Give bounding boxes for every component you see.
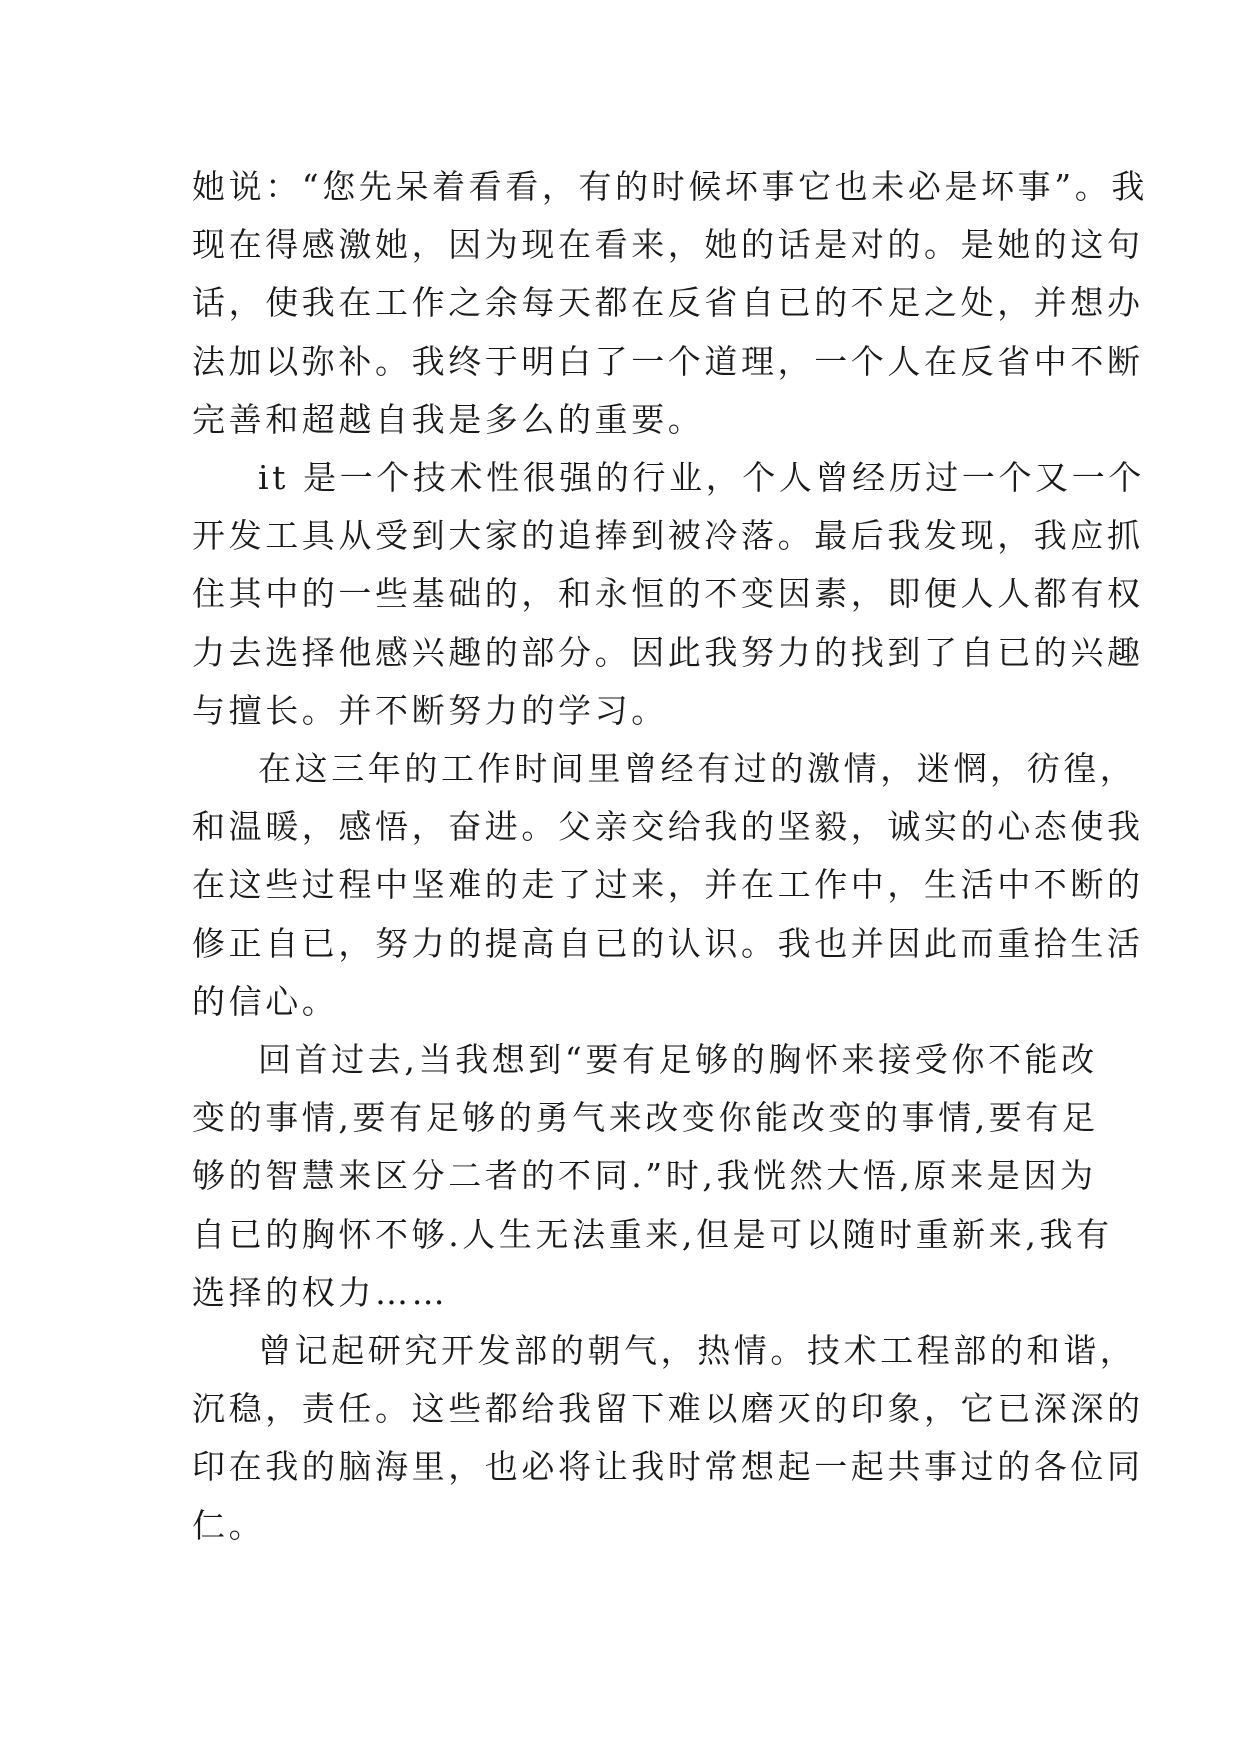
- text-line: 够的智慧来区分二者的不同.”时,我恍然大悟,原来是因为: [192, 1156, 1097, 1196]
- text-line: 在这些过程中坚难的走了过来，并在工作中，生活中不断的: [192, 865, 1144, 905]
- text-line: 的信心。: [192, 981, 339, 1021]
- text-line: 现在得感激她，因为现在看来，她的话是对的。是她的这句: [192, 225, 1144, 265]
- document-body: [192, 158, 1148, 1555]
- text-line: it 是一个技术性很强的行业，个人曾经历过一个又一个: [258, 458, 1145, 498]
- text-line: 沉稳，责任。这些都给我留下难以磨灭的印象，它已深深的: [192, 1389, 1144, 1429]
- text-line: 她说：“您先呆着看看，有的时候坏事它也未必是坏事”。我: [192, 167, 1148, 206]
- text-line: 和温暖，感悟，奋进。父亲交给我的坚毅，诚实的心态使我: [192, 807, 1144, 847]
- text-line: 修正自已，努力的提高自已的认识。我也并因此而重拾生活: [192, 923, 1144, 963]
- paragraph-2: [192, 449, 1145, 740]
- paragraph-3: [192, 740, 1144, 1031]
- text-line: 力去选择他感兴趣的部分。因此我努力的找到了自已的兴趣: [192, 632, 1144, 672]
- text-line: 回首过去,当我想到“要有足够的胸怀来接受你不能改: [258, 1040, 1098, 1080]
- text-line: 在这三年的工作时间里曾经有过的激情，迷惘，彷徨，: [258, 749, 1137, 789]
- text-line: 话，使我在工作之余每天都在反省自已的不足之处，并想办: [192, 283, 1144, 323]
- text-line: 住其中的一些基础的，和永恒的不变因素，即便人人都有权: [192, 574, 1144, 614]
- text-line: 完善和超越自我是多么的重要。: [192, 399, 705, 439]
- text-line: 开发工具从受到大家的追捧到被冷落。最后我发现，我应抓: [192, 516, 1144, 556]
- paragraph-5: [192, 1322, 1144, 1555]
- text-line: 仁。: [192, 1505, 266, 1545]
- text-line: 印在我的脑海里，也必将让我时常想起一起共事过的各位同: [192, 1447, 1144, 1487]
- text-line: 曾记起研究开发部的朝气，热情。技术工程部的和谐，: [258, 1331, 1137, 1371]
- paragraph-4: [192, 1031, 1113, 1322]
- text-line: 变的事情,要有足够的勇气来改变你能改变的事情,要有足: [192, 1098, 1099, 1138]
- paragraph-1: [192, 158, 1148, 449]
- text-line: 选择的权力……: [192, 1272, 449, 1312]
- text-line: 与擅长。并不断努力的学习。: [192, 690, 668, 730]
- text-line: 法加以弥补。我终于明白了一个道理，一个人在反省中不断: [192, 341, 1144, 381]
- text-line: 自已的胸怀不够.人生无法重来,但是可以随时重新来,我有: [192, 1214, 1113, 1254]
